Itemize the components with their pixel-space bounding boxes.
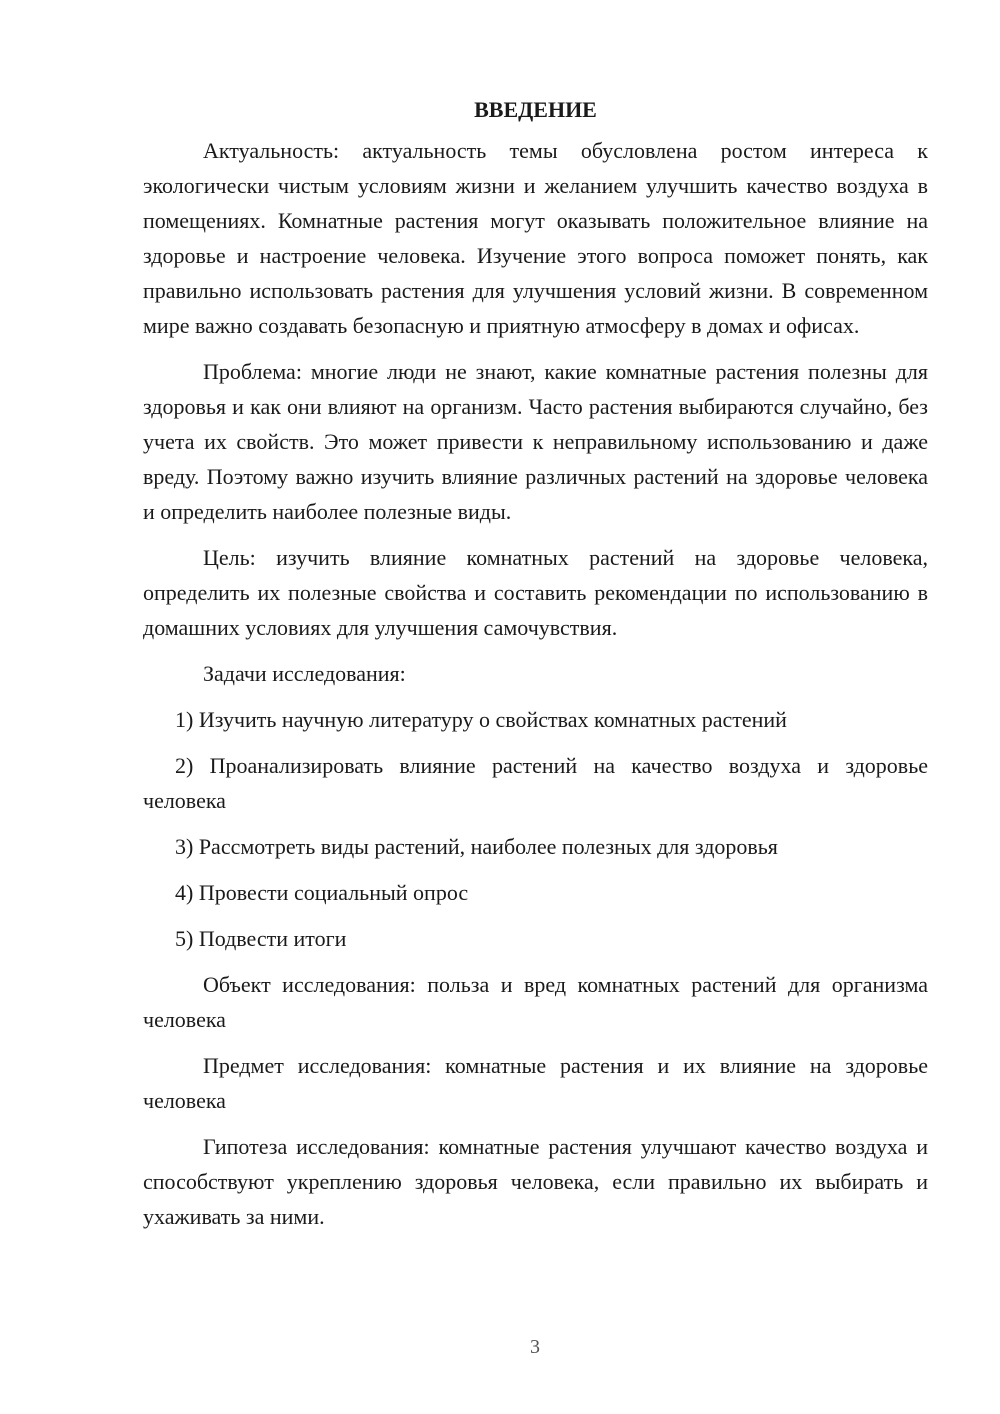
task-item: 5) Подвести итоги [175, 926, 347, 951]
subject-paragraph: Предмет исследования: комнатные растения и их влияние на здоровье человека [143, 1053, 928, 1113]
tasks-heading: Задачи исследования: [203, 661, 406, 686]
page-content [143, 92, 928, 1245]
hypothesis-paragraph: Гипотеза исследования: комнатные растения улучшают качество воздуха и способствуют укреплению здоровья человека, если правильно их выбирать и ухаживать за ними. [143, 1134, 928, 1229]
goal-paragraph: Цель: изучить влияние комнатных растений на здоровье человека, определить их полезные свойства и составить рекомендации по использованию в домашних условиях для улучшения самочувствия. [143, 545, 928, 640]
page-number: 3 [530, 1336, 540, 1358]
problem-paragraph: Проблема: многие люди не знают, какие комнатные растения полезны для здоровья и как они влияют на организм. Часто растения выбираются случайно, без учета их свойств. Это может привести к неправильному использованию и даже вреду. Поэтому важно изучить влияние различных растений на здоровье человека и определить наиболее полезные виды. [143, 359, 928, 524]
task-item: 2) Проанализировать влияние растений на качество воздуха и здоровье человека [143, 753, 928, 813]
task-item: 4) Провести социальный опрос [175, 880, 469, 905]
task-item: 3) Рассмотреть виды растений, наиболее полезных для здоровья [175, 834, 778, 859]
relevance-paragraph: Актуальность: актуальность темы обусловлена ростом интереса к экологически чистым условиям жизни и желанием улучшить качество воздуха в помещениях. Комнатные растения могут оказывать положительное влияние на здоровье и настроение человека. Изучение этого вопроса поможет понять, как правильно использовать растения для улучшения условий жизни. В современном мире важно создавать безопасную и приятную атмосферу в домах и офисах. [143, 138, 928, 338]
task-item: 1) Изучить научную литературу о свойствах комнатных растений [175, 707, 787, 732]
object-paragraph: Объект исследования: польза и вред комнатных растений для организма человека [143, 972, 928, 1032]
section-title: ВВЕДЕНИЕ [474, 97, 597, 122]
